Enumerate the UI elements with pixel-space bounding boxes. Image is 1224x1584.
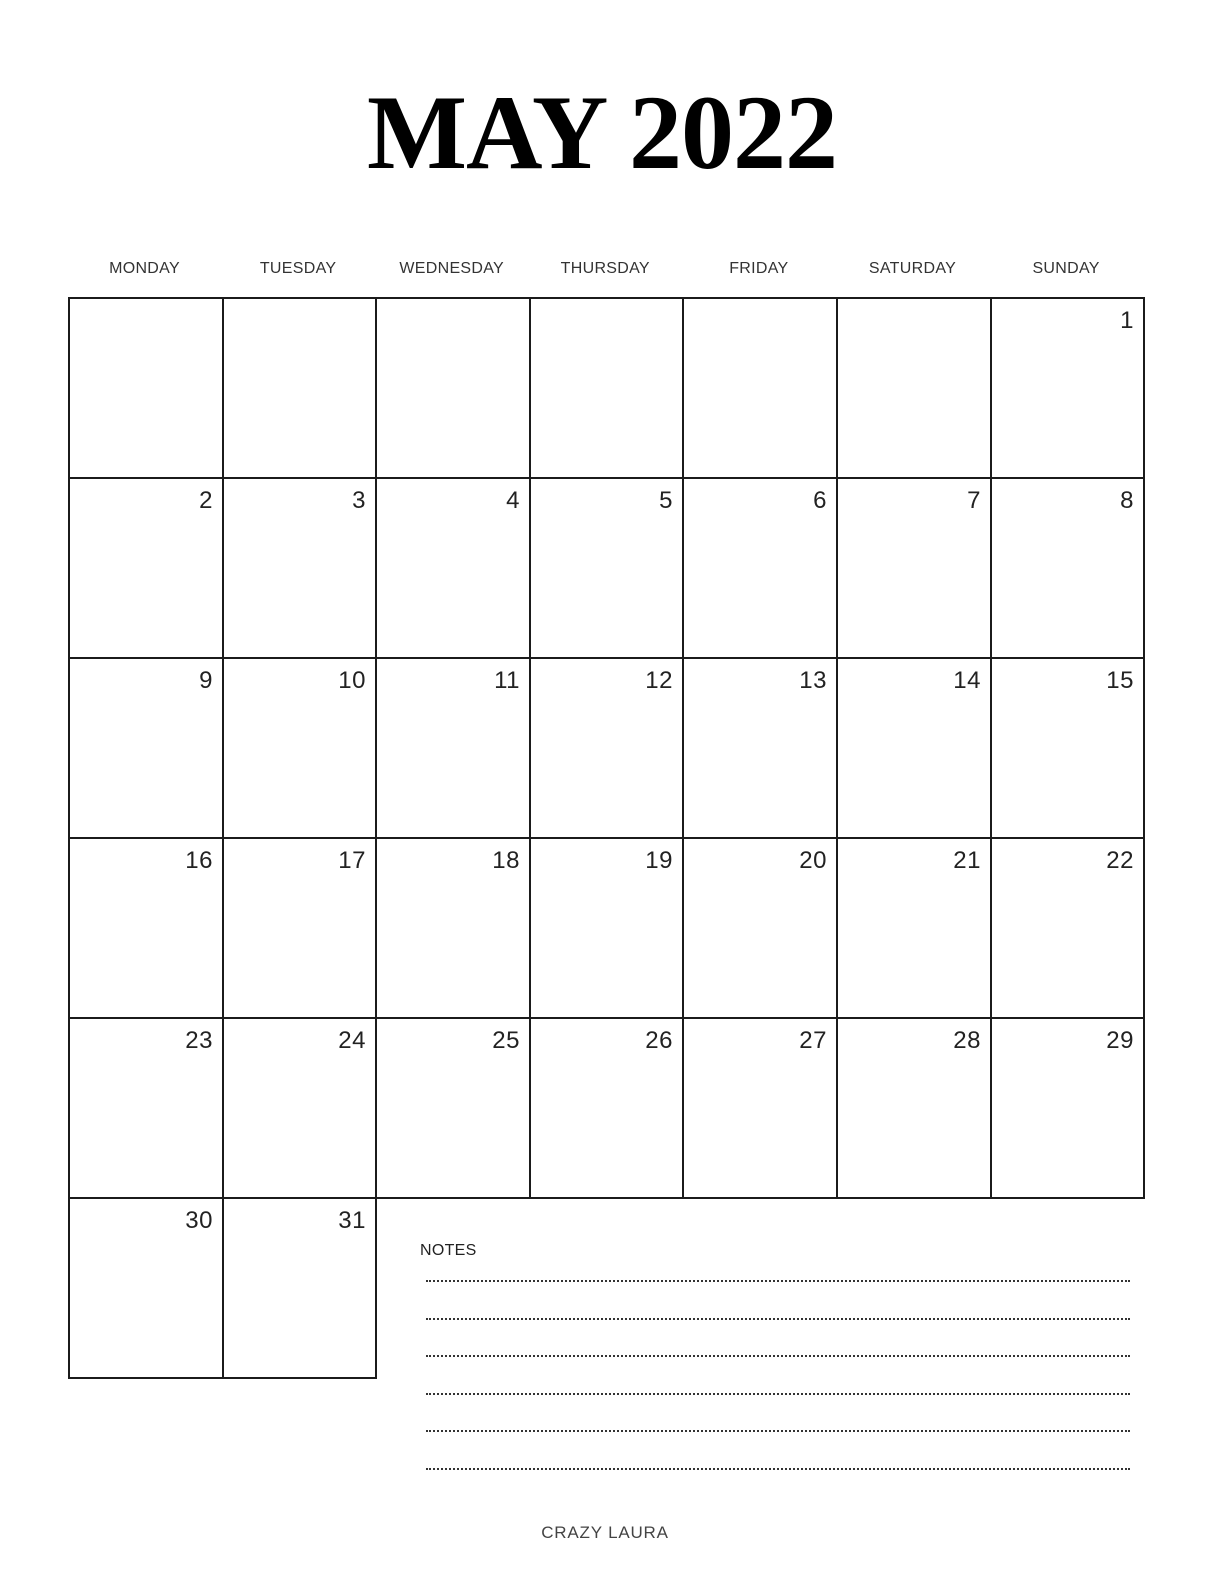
weekday-monday: MONDAY xyxy=(109,260,180,277)
weekday-saturday: SATURDAY xyxy=(868,260,957,277)
day-cell-26 xyxy=(529,1017,684,1199)
day-cell-30 xyxy=(68,1197,224,1379)
day-cell-9 xyxy=(68,657,224,839)
day-cell-7 xyxy=(836,477,992,659)
empty-day-cell xyxy=(529,297,684,479)
page-title: MAY 2022 xyxy=(367,74,837,191)
day-cell-16 xyxy=(68,837,224,1019)
day-cell-17 xyxy=(222,837,377,1019)
day-cell-27 xyxy=(682,1017,838,1199)
day-cell-23 xyxy=(68,1017,224,1199)
notes-line[interactable] xyxy=(426,1318,1130,1320)
day-number: 12 xyxy=(645,667,673,694)
day-cell-19 xyxy=(529,837,684,1019)
weekday-wednesday: WEDNESDAY xyxy=(399,260,504,277)
notes-line[interactable] xyxy=(426,1393,1130,1395)
empty-day-cell xyxy=(222,297,377,479)
day-number: 28 xyxy=(953,1027,981,1054)
weekday-header xyxy=(68,260,1142,286)
notes-line[interactable] xyxy=(426,1280,1130,1282)
day-cell-20 xyxy=(682,837,838,1019)
weekday-friday: FRIDAY xyxy=(729,260,789,277)
day-cell-15 xyxy=(990,657,1145,839)
day-number: 29 xyxy=(1106,1027,1134,1054)
day-cell-31 xyxy=(222,1197,377,1379)
day-cell-10 xyxy=(222,657,377,839)
weekday-sunday: SUNDAY xyxy=(1032,260,1100,277)
day-cell-14 xyxy=(836,657,992,839)
day-number: 21 xyxy=(953,847,981,874)
day-number: 14 xyxy=(953,667,981,694)
notes-line[interactable] xyxy=(426,1430,1130,1432)
day-number: 13 xyxy=(799,667,827,694)
day-number: 27 xyxy=(799,1027,827,1054)
empty-day-cell xyxy=(682,297,838,479)
day-cell-18 xyxy=(375,837,531,1019)
day-number: 10 xyxy=(338,667,366,694)
day-number: 6 xyxy=(813,487,827,514)
notes-line[interactable] xyxy=(426,1355,1130,1357)
weekday-thursday: THURSDAY xyxy=(560,260,650,277)
day-number: 25 xyxy=(492,1027,520,1054)
day-number: 8 xyxy=(1120,487,1134,514)
day-number: 15 xyxy=(1106,667,1134,694)
notes-line[interactable] xyxy=(426,1468,1130,1470)
day-number: 3 xyxy=(352,487,366,514)
day-number: 30 xyxy=(185,1207,213,1234)
day-cell-12 xyxy=(529,657,684,839)
day-cell-25 xyxy=(375,1017,531,1199)
calendar-grid xyxy=(68,297,1144,1379)
day-number: 23 xyxy=(185,1027,213,1054)
day-cell-3 xyxy=(222,477,377,659)
day-number: 24 xyxy=(338,1027,366,1054)
day-cell-22 xyxy=(990,837,1145,1019)
weekday-tuesday: TUESDAY xyxy=(259,260,337,277)
day-number: 7 xyxy=(967,487,981,514)
day-number: 4 xyxy=(506,487,520,514)
day-number: 9 xyxy=(199,667,213,694)
day-number: 20 xyxy=(799,847,827,874)
day-number: 2 xyxy=(199,487,213,514)
day-cell-4 xyxy=(375,477,531,659)
day-number: 18 xyxy=(492,847,520,874)
empty-day-cell xyxy=(68,297,224,479)
footer-brand: CRAZY LAURA xyxy=(541,1523,669,1542)
day-cell-29 xyxy=(990,1017,1145,1199)
day-number: 16 xyxy=(185,847,213,874)
day-number: 19 xyxy=(645,847,673,874)
day-cell-21 xyxy=(836,837,992,1019)
day-cell-24 xyxy=(222,1017,377,1199)
day-cell-8 xyxy=(990,477,1145,659)
day-cell-13 xyxy=(682,657,838,839)
day-number: 17 xyxy=(338,847,366,874)
day-number: 31 xyxy=(338,1207,366,1234)
day-number: 26 xyxy=(645,1027,673,1054)
day-number: 1 xyxy=(1120,307,1134,334)
day-number: 22 xyxy=(1106,847,1134,874)
empty-day-cell xyxy=(375,297,531,479)
notes-label: NOTES xyxy=(420,1242,477,1259)
day-cell-11 xyxy=(375,657,531,839)
day-cell-28 xyxy=(836,1017,992,1199)
empty-day-cell xyxy=(836,297,992,479)
day-cell-1 xyxy=(990,297,1145,479)
day-number: 5 xyxy=(659,487,673,514)
day-cell-2 xyxy=(68,477,224,659)
day-cell-6 xyxy=(682,477,838,659)
day-number: 11 xyxy=(494,667,520,694)
day-cell-5 xyxy=(529,477,684,659)
